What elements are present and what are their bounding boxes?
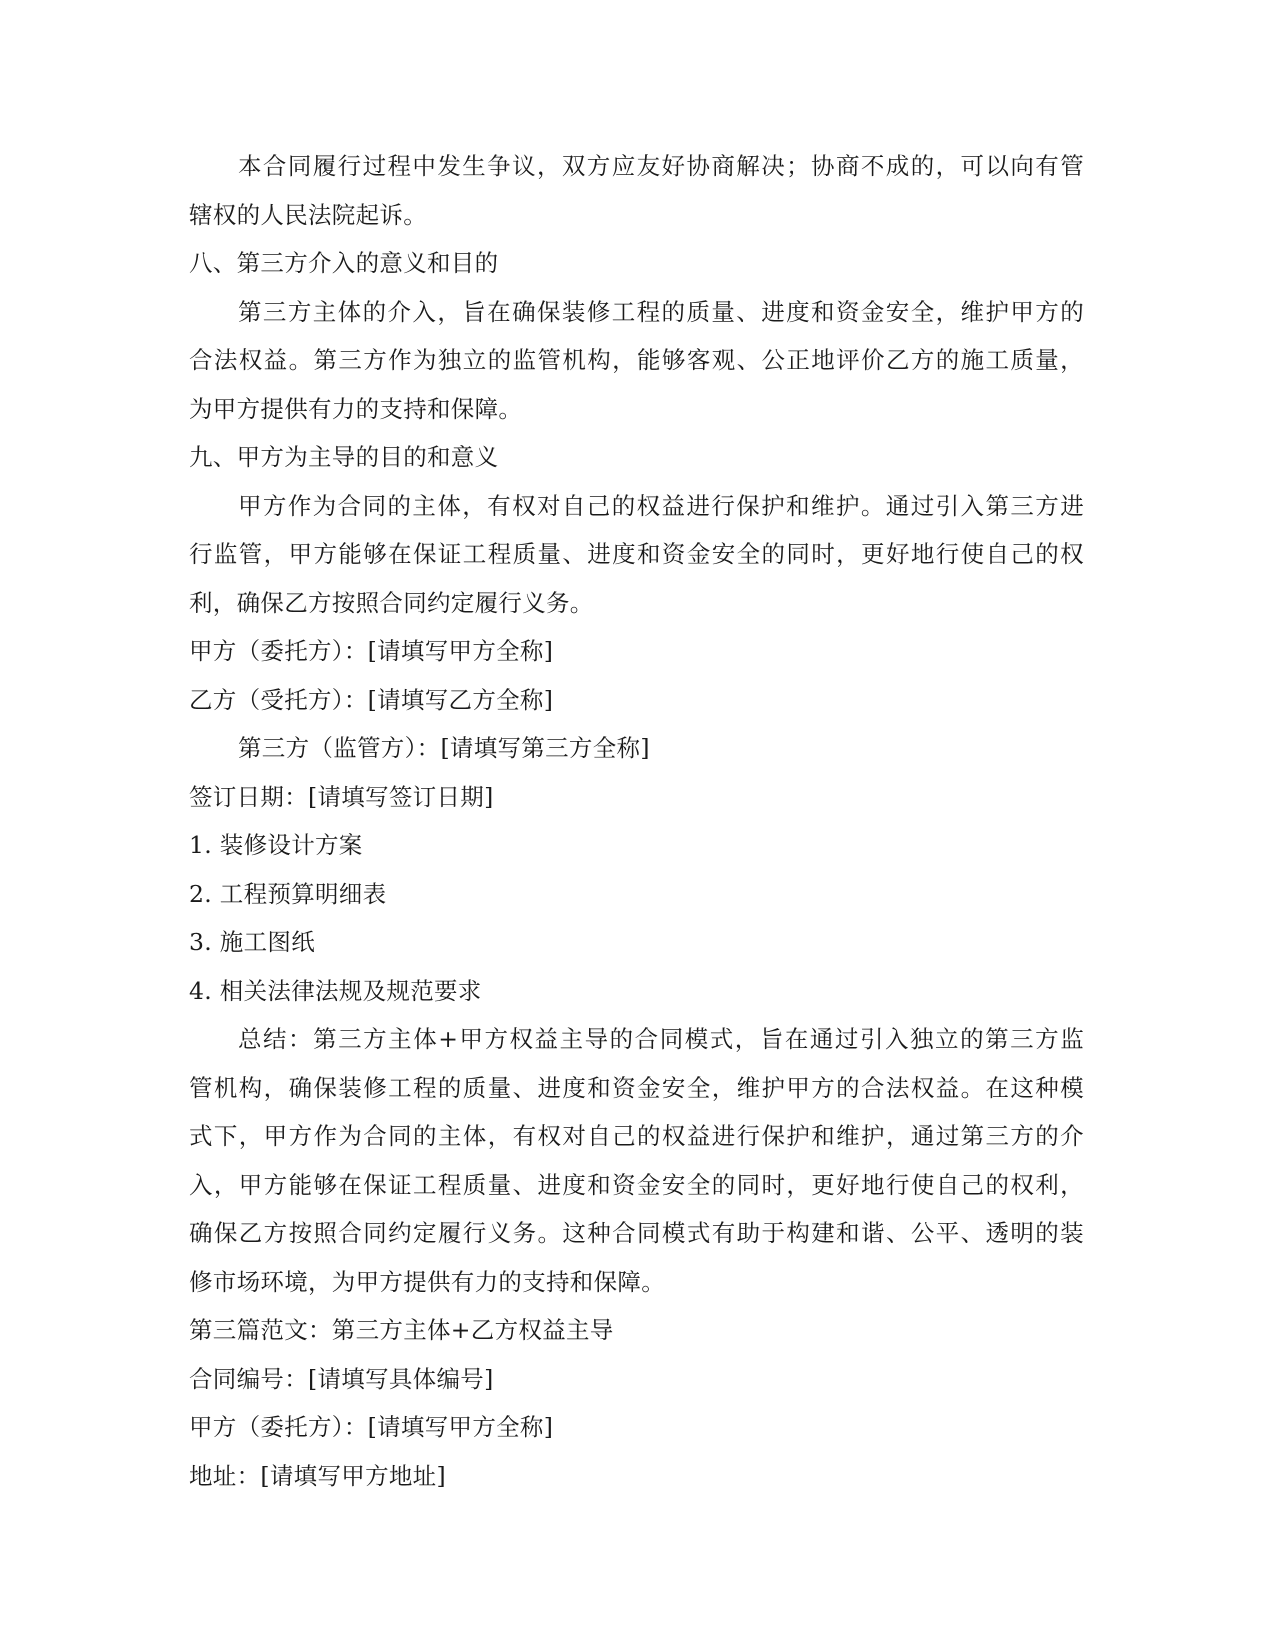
summary-line-6: 修市场环境，为甲方提供有力的支持和保障。: [189, 1267, 665, 1296]
contract-number: 合同编号：[请填写具体编号]: [189, 1364, 494, 1393]
section-heading-nine: 九、甲方为主导的目的和意义: [189, 443, 499, 471]
summary-line-4: 入，甲方能够在保证工程质量、进度和资金安全的同时，更好地行使自己的权利，: [189, 1170, 1084, 1199]
third-template-title: 第三篇范文：第三方主体+乙方权益主导: [189, 1316, 614, 1344]
paragraph-dispute-line-1: 本合同履行过程中发生争议，双方应友好协商解决；协商不成的，可以向有管: [238, 152, 1084, 180]
paragraph-third-party-line-2: 合法权益。第三方作为独立的监管机构，能够客观、公正地评价乙方的施工质量，: [189, 346, 1084, 374]
summary-line-2: 管机构，确保装修工程的质量、进度和资金安全，维护甲方的合法权益。在这种模: [189, 1073, 1084, 1102]
paragraph-party-a-line-1: 甲方作为合同的主体，有权对自己的权益进行保护和维护。通过引入第三方进: [238, 491, 1084, 520]
signature-party-b: 乙方（受托方）：[请填写乙方全称]: [189, 685, 554, 714]
summary-line-1: 总结：第三方主体+甲方权益主导的合同模式，旨在通过引入独立的第三方监: [238, 1025, 1084, 1053]
party-a-name: 甲方（委托方）：[请填写甲方全称]: [189, 1413, 554, 1441]
summary-line-3: 式下，甲方作为合同的主体，有权对自己的权益进行保护和维护，通过第三方的介: [189, 1122, 1084, 1150]
paragraph-third-party-line-1: 第三方主体的介入，旨在确保装修工程的质量、进度和资金安全，维护甲方的: [238, 297, 1084, 326]
paragraph-third-party-line-3: 为甲方提供有力的支持和保障。: [189, 394, 523, 423]
signing-date: 签订日期：[请填写签订日期]: [189, 782, 494, 811]
attachment-item-2: 2. 工程预算明细表: [189, 879, 387, 908]
summary-line-5: 确保乙方按照合同约定履行义务。这种合同模式有助于构建和谐、公平、透明的装: [189, 1219, 1084, 1247]
paragraph-dispute-line-2: 辖权的人民法院起诉。: [189, 200, 427, 229]
attachment-item-4: 4. 相关法律法规及规范要求: [189, 976, 482, 1005]
paragraph-party-a-line-3: 利，确保乙方按照合同约定履行义务。: [189, 588, 594, 617]
paragraph-party-a-line-2: 行监管，甲方能够在保证工程质量、进度和资金安全的同时，更好地行使自己的权: [189, 540, 1084, 568]
document-body: [189, 142, 1084, 1500]
attachment-item-1: 1. 装修设计方案: [189, 831, 363, 859]
attachment-item-3: 3. 施工图纸: [189, 928, 315, 956]
party-a-address: 地址：[请填写甲方地址]: [189, 1461, 446, 1490]
signature-third-party: 第三方（监管方）：[请填写第三方全称]: [238, 734, 650, 762]
signature-party-a: 甲方（委托方）：[请填写甲方全称]: [189, 637, 554, 665]
section-heading-eight: 八、第三方介入的意义和目的: [189, 249, 499, 277]
